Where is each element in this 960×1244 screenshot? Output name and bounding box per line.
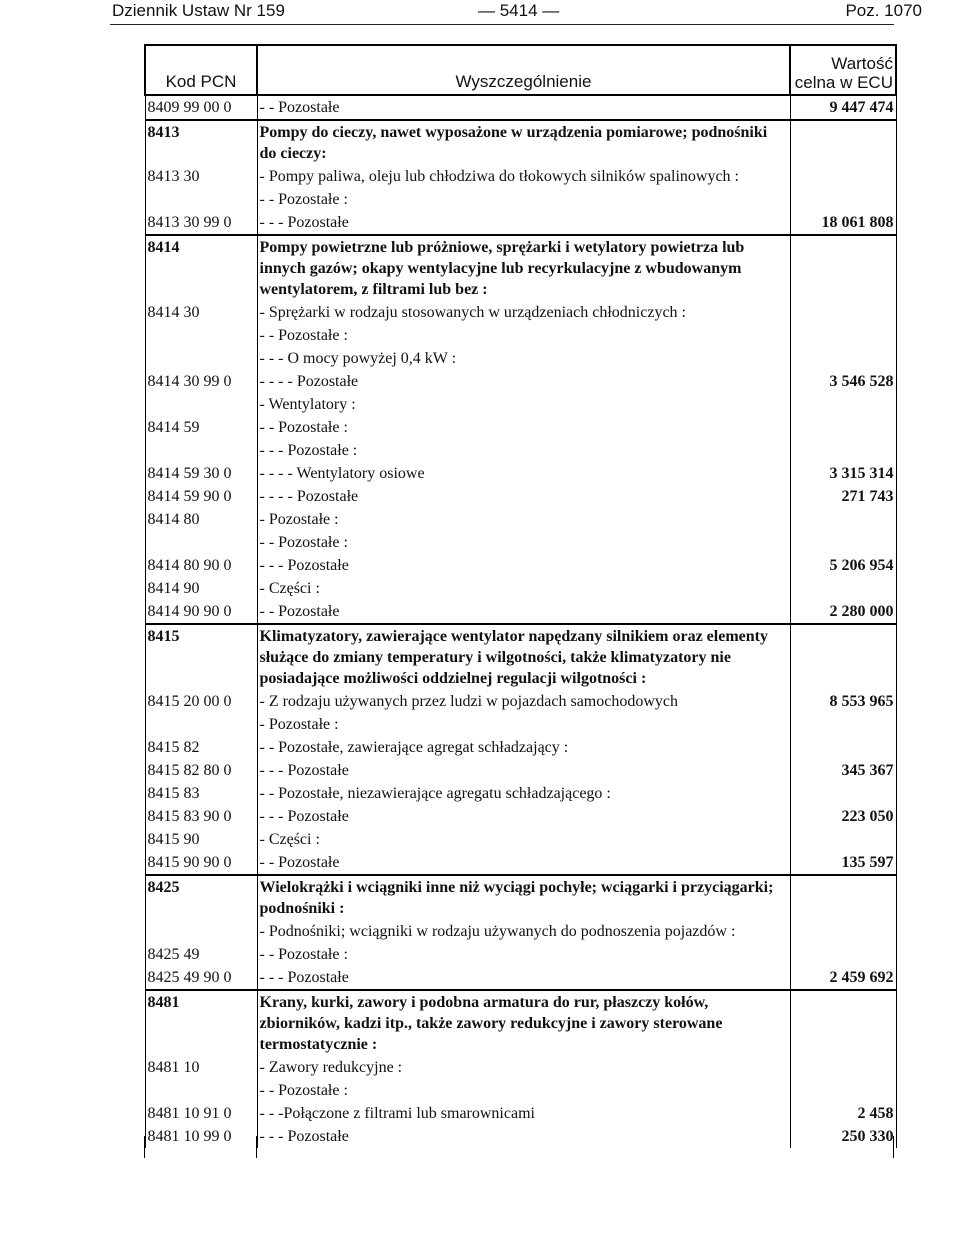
description-cell: - Pompy paliwa, oleju lub chłodziwa do tłokowych silników spalinowych : [257, 165, 790, 188]
code-cell: 8413 30 [145, 165, 257, 188]
code-cell: 8415 83 90 0 [145, 805, 257, 828]
table-row [145, 1056, 896, 1079]
description-cell: Pompy powietrzne lub próżniowe, sprężarki i wetylatory powietrza lub innych gazów; okapy wentylacyjne lub recyrkulacyjne z wbudowanym wentylatorem, z filtrami lub bez : [257, 235, 790, 301]
column-header-value [790, 45, 896, 95]
table-mid-rule [256, 1136, 257, 1158]
column-header-code: Kod PCN [145, 45, 257, 95]
page-number: — 5414 — [478, 1, 560, 20]
table-row [145, 531, 896, 554]
position-number: Poz. 1070 [845, 1, 922, 20]
value-cell [790, 920, 896, 943]
table-row [145, 943, 896, 966]
code-cell: 8414 59 30 0 [145, 462, 257, 485]
code-cell: 8415 20 00 0 [145, 690, 257, 713]
description-cell: - - Pozostałe : [257, 1079, 790, 1102]
value-cell [790, 531, 896, 554]
description-cell: - - - O mocy powyżej 0,4 kW : [257, 347, 790, 370]
code-cell: 8415 83 [145, 782, 257, 805]
value-cell: 18 061 808 [790, 211, 896, 235]
value-cell: 2 459 692 [790, 966, 896, 990]
code-cell: 8414 59 90 0 [145, 485, 257, 508]
table-row [145, 759, 896, 782]
table-row [145, 966, 896, 990]
code-cell: 8425 49 [145, 943, 257, 966]
value-cell: 2 280 000 [790, 600, 896, 624]
table-row [145, 600, 896, 624]
table-row [145, 485, 896, 508]
description-cell: - Sprężarki w rodzaju stosowanych w urządzeniach chłodniczych : [257, 301, 790, 324]
code-cell: 8481 10 [145, 1056, 257, 1079]
value-cell: 3 315 314 [790, 462, 896, 485]
description-cell: - - - - Pozostałe [257, 370, 790, 393]
description-cell: - - Pozostałe : [257, 324, 790, 347]
code-cell: 8415 [145, 624, 257, 690]
value-cell [790, 416, 896, 439]
code-cell: 8414 80 [145, 508, 257, 531]
value-cell: 223 050 [790, 805, 896, 828]
code-cell: 8414 30 99 0 [145, 370, 257, 393]
column-header-value-line1: Wartość [831, 54, 893, 73]
description-cell: - Pozostałe : [257, 713, 790, 736]
value-cell: 3 546 528 [790, 370, 896, 393]
description-cell: Pompy do cieczy, nawet wyposażone w urządzenia pomiarowe; podnośniki do cieczy: [257, 120, 790, 165]
table-row [145, 95, 896, 120]
code-cell: 8414 80 90 0 [145, 554, 257, 577]
description-cell: - Pozostałe : [257, 508, 790, 531]
description-cell: - - - Pozostałe [257, 805, 790, 828]
table-row [145, 782, 896, 805]
value-cell: 250 330 [790, 1125, 896, 1148]
description-cell: - - - - Wentylatory osiowe [257, 462, 790, 485]
description-cell: Wielokrążki i wciągniki inne niż wyciągi pochyłe; wciągarki i przyciągarki; podnośniki : [257, 875, 790, 920]
value-cell [790, 324, 896, 347]
value-cell [790, 577, 896, 600]
description-cell: - Wentylatory : [257, 393, 790, 416]
table-row [145, 1102, 896, 1125]
value-cell [790, 165, 896, 188]
value-cell: 5 206 954 [790, 554, 896, 577]
description-cell: - - Pozostałe [257, 600, 790, 624]
code-cell [145, 324, 257, 347]
table-row [145, 713, 896, 736]
table-row [145, 1079, 896, 1102]
table-row [145, 301, 896, 324]
table-row [145, 120, 896, 165]
table-row [145, 990, 896, 1056]
description-cell: - - - Pozostałe [257, 966, 790, 990]
code-cell: 8413 [145, 120, 257, 165]
value-cell [790, 828, 896, 851]
value-cell [790, 624, 896, 690]
code-cell: 8414 59 [145, 416, 257, 439]
value-cell [790, 347, 896, 370]
value-cell [790, 713, 896, 736]
value-cell [790, 508, 896, 531]
table-row [145, 624, 896, 690]
table-row [145, 851, 896, 875]
code-cell [145, 531, 257, 554]
description-cell: Klimatyzatory, zawierające wentylator napędzany silnikiem oraz elementy służące do zmiany temperatury i wilgotności, także klimatyzatory nie posiadające możliwości oddzielnej regulacji wilgotności : [257, 624, 790, 690]
value-cell [790, 943, 896, 966]
code-cell [145, 188, 257, 211]
header-rule [110, 24, 894, 25]
description-cell: - - - Pozostałe [257, 554, 790, 577]
journal-title: Dziennik Ustaw Nr 159 [112, 1, 285, 20]
description-cell: - - - Pozostałe : [257, 439, 790, 462]
value-cell [790, 782, 896, 805]
value-cell [790, 235, 896, 301]
code-cell: 8415 90 90 0 [145, 851, 257, 875]
customs-table [144, 44, 897, 1148]
code-cell: 8409 99 00 0 [145, 95, 257, 120]
table-row [145, 416, 896, 439]
code-cell: 8414 [145, 235, 257, 301]
table-row [145, 508, 896, 531]
code-cell: 8415 90 [145, 828, 257, 851]
description-cell: - - - Pozostałe [257, 759, 790, 782]
code-cell [145, 1079, 257, 1102]
code-cell: 8425 [145, 875, 257, 920]
table-body [145, 95, 896, 1148]
table-row [145, 439, 896, 462]
description-cell: - - -Połączone z filtrami lub smarownicami [257, 1102, 790, 1125]
code-cell: 8481 10 99 0 [145, 1125, 257, 1148]
code-cell: 8425 49 90 0 [145, 966, 257, 990]
code-cell: 8414 90 [145, 577, 257, 600]
description-cell: - - - - Pozostałe [257, 485, 790, 508]
table-row [145, 577, 896, 600]
value-cell: 345 367 [790, 759, 896, 782]
code-cell: 8413 30 99 0 [145, 211, 257, 235]
description-cell: - - Pozostałe : [257, 188, 790, 211]
code-cell: 8414 90 90 0 [145, 600, 257, 624]
table-row [145, 736, 896, 759]
value-cell: 9 447 474 [790, 95, 896, 120]
table-row [145, 690, 896, 713]
description-cell: - Zawory redukcyjne : [257, 1056, 790, 1079]
description-cell: - - Pozostałe, niezawierające agregatu schładzającego : [257, 782, 790, 805]
column-header-value-line2: celna w ECU [794, 73, 893, 92]
description-cell: - Podnośniki; wciągniki w rodzaju używanych do podnoszenia pojazdów : [257, 920, 790, 943]
table-row [145, 347, 896, 370]
table-header-row [145, 45, 896, 95]
table-row [145, 1125, 896, 1148]
table-row [145, 235, 896, 301]
code-cell: 8415 82 80 0 [145, 759, 257, 782]
value-cell [790, 301, 896, 324]
description-cell: - - Pozostałe [257, 95, 790, 120]
code-cell: 8481 [145, 990, 257, 1056]
value-cell: 271 743 [790, 485, 896, 508]
page-header [0, 0, 960, 24]
value-cell: 2 458 [790, 1102, 896, 1125]
description-cell: - - Pozostałe, zawierające agregat schładzający : [257, 736, 790, 759]
table-row [145, 188, 896, 211]
table-row [145, 805, 896, 828]
description-cell: Krany, kurki, zawory i podobna armatura do rur, płaszczy kołów, zbiorników, kadzi itp., także zawory redukcyjne i zawory sterowane termostatycznie : [257, 990, 790, 1056]
table-row [145, 462, 896, 485]
description-cell: - - Pozostałe : [257, 531, 790, 554]
code-cell [145, 920, 257, 943]
description-cell: - Części : [257, 828, 790, 851]
value-cell: 8 553 965 [790, 690, 896, 713]
description-cell: - - - Pozostałe [257, 211, 790, 235]
code-cell: 8481 10 91 0 [145, 1102, 257, 1125]
value-cell [790, 188, 896, 211]
description-cell: - Z rodzaju używanych przez ludzi w pojazdach samochodowych [257, 690, 790, 713]
table-right-rule [893, 1136, 894, 1158]
table-row [145, 324, 896, 347]
description-cell: - - Pozostałe : [257, 416, 790, 439]
table-row [145, 920, 896, 943]
column-header-description: Wyszczególnienie [257, 45, 790, 95]
table-row [145, 370, 896, 393]
table-row [145, 554, 896, 577]
value-cell [790, 736, 896, 759]
code-cell [145, 393, 257, 416]
description-cell: - Części : [257, 577, 790, 600]
table-left-rule [144, 1136, 145, 1158]
value-cell: 135 597 [790, 851, 896, 875]
code-cell [145, 347, 257, 370]
table-row [145, 165, 896, 188]
value-cell [790, 1079, 896, 1102]
value-cell [790, 990, 896, 1056]
code-cell: 8414 30 [145, 301, 257, 324]
table-row [145, 828, 896, 851]
value-cell [790, 439, 896, 462]
description-cell: - - Pozostałe : [257, 943, 790, 966]
value-cell [790, 120, 896, 165]
code-cell: 8415 82 [145, 736, 257, 759]
description-cell: - - - Pozostałe [257, 1125, 790, 1148]
code-cell [145, 713, 257, 736]
value-cell [790, 875, 896, 920]
value-cell [790, 393, 896, 416]
description-cell: - - Pozostałe [257, 851, 790, 875]
table-row [145, 211, 896, 235]
table-row [145, 875, 896, 920]
table-row [145, 393, 896, 416]
code-cell [145, 439, 257, 462]
value-cell [790, 1056, 896, 1079]
